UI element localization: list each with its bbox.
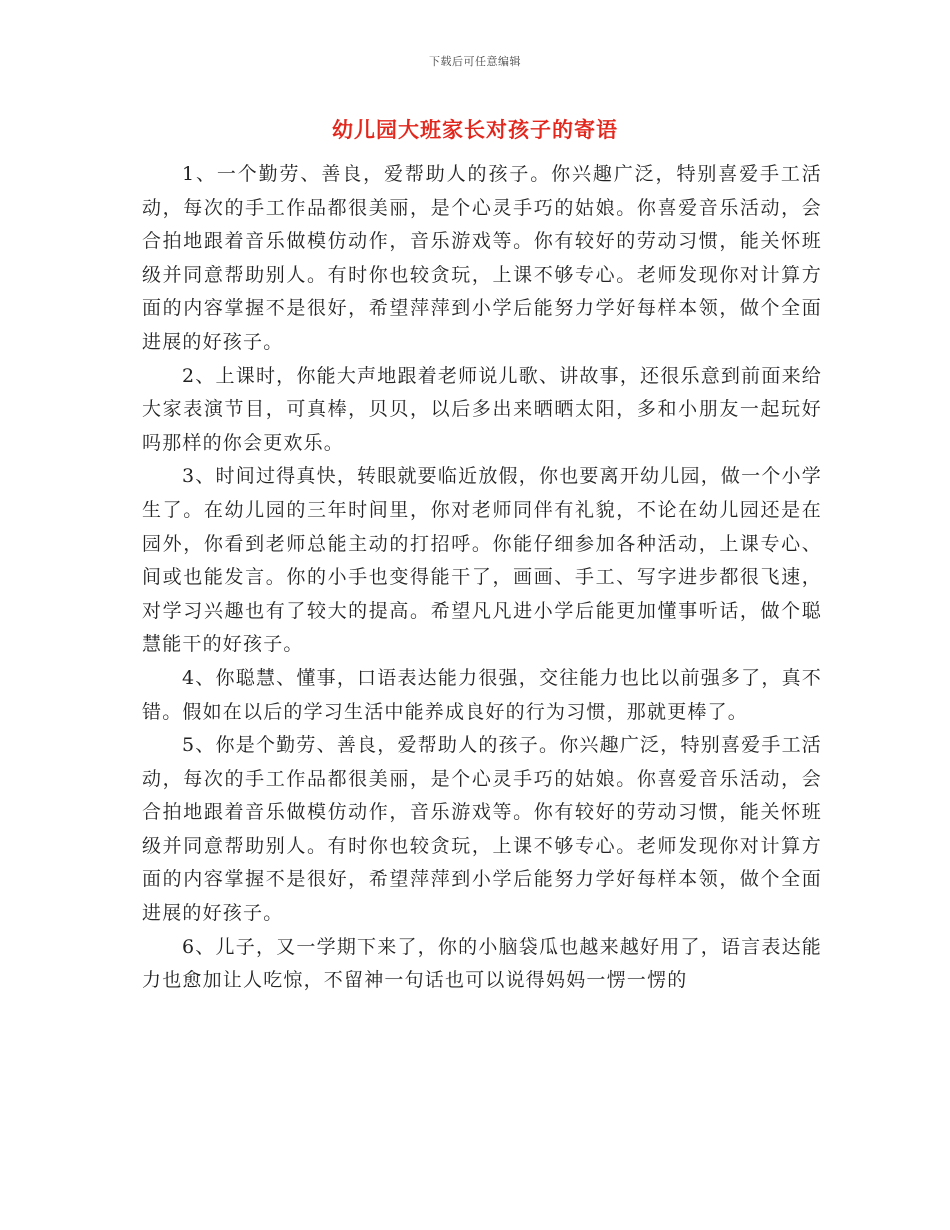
document-title: 幼儿园大班家长对孩子的寄语 — [332, 117, 618, 142]
paragraph-4: 4、你聪慧、懂事，口语表达能力很强，交往能力也比以前强多了，真不错。假如在以后的学习生活中能养成良好的行为习惯，那就更棒了。 — [142, 666, 822, 723]
paragraph-3: 3、时间过得真快，转眼就要临近放假，你也要离开幼儿园，做一个小学生了。在幼儿园的三年时间里，你对老师同伴有礼貌，不论在幼儿园还是在园外，你看到老师总能主动的打招呼。你能仔细参加各种活动，上课专心、间或也能发言。你的小手也变得能干了，画画、手工、写字进步都很飞速，对学习兴趣也有了较大的提高。希望凡凡进小学后能更加懂事听话，做个聪慧能干的好孩子。 — [142, 465, 822, 656]
paragraph-6: 6、儿子，又一学期下来了，你的小脑袋瓜也越来越好用了，语言表达能力也愈加让人吃惊，不留神一句话也可以说得妈妈一愣一愣的 — [142, 935, 822, 992]
paragraph-1: 1、一个勤劳、善良，爱帮助人的孩子。你兴趣广泛，特别喜爱手工活动，每次的手工作品都很美丽，是个心灵手巧的姑娘。你喜爱音乐活动，会合拍地跟着音乐做模仿动作，音乐游戏等。你有较好的劳动习惯，能关怀班级并同意帮助别人。有时你也较贪玩，上课不够专心。老师发现你对计算方面的内容掌握不是很好，希望萍萍到小学后能努力学好每样本领，做个全面进展的好孩子。 — [142, 163, 822, 353]
header-note: 下载后可任意编辑 — [429, 55, 521, 68]
paragraph-2: 2、上课时，你能大声地跟着老师说儿歌、讲故事，还很乐意到前面来给大家表演节目，可真棒，贝贝，以后多出来晒晒太阳，多和小朋友一起玩好吗那样的你会更欢乐。 — [142, 364, 822, 454]
paragraph-5: 5、你是个勤劳、善良，爱帮助人的孩子。你兴趣广泛，特别喜爱手工活动，每次的手工作品都很美丽，是个心灵手巧的姑娘。你喜爱音乐活动，会合拍地跟着音乐做模仿动作，音乐游戏等。你有较好的劳动习惯，能关怀班级并同意帮助别人。有时你也较贪玩，上课不够专心。老师发现你对计算方面的内容掌握不是很好，希望萍萍到小学后能努力学好每样本领，做个全面进展的好孩子。 — [142, 734, 822, 925]
document-body — [142, 158, 822, 998]
